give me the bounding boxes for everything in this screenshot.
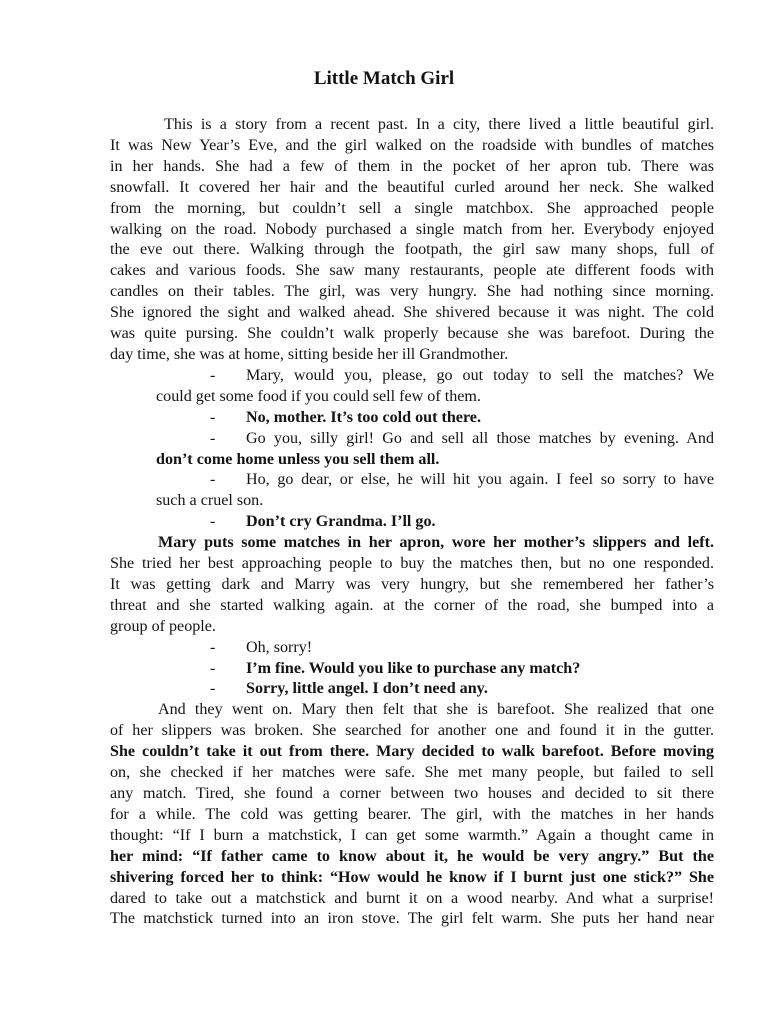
text-line: It was getting dark and Marry was very hungry, but she remembered her father’s [110,575,714,593]
text-line: day time, she was at home, sitting beside her ill Grandmother. [110,345,509,363]
dialogue-text: Ho, go dear, or else, he will hit you again. I feel so sorry to have [246,471,714,489]
dialogue-text: don’t come home unless you sell them all. [156,450,440,468]
dialogue-line [110,659,714,680]
dialogue-continuation: could get some food if you could sell few of them. [156,387,481,405]
text-line [110,533,714,554]
text-line-bold: She couldn’t take it out from there. Mary decided to walk barefoot. Before moving [110,743,714,761]
dialogue-text: Sorry, little angel. I don’t need any. [246,680,488,698]
dialogue-line [110,470,714,491]
dialogue-continuation: such a cruel son. [156,492,264,510]
dialogue-line [110,512,714,533]
dialogue-dash: - [210,366,216,384]
text-line: was quite pursing. She couldn’t walk properly because she was barefoot. During the [110,325,714,343]
dialogue-block-1 [110,366,714,533]
text-line [110,742,714,763]
dialogue-line [110,366,714,387]
text-line: from the morning, but couldn’t sell a single matchbox. She approached people [110,199,714,217]
dialogue-continuation [110,450,714,471]
text-line: threat and she started walking again. at the corner of the road, she bumped into a [110,596,714,614]
paragraph-mary-leaves [110,533,714,638]
dialogue-dash: - [210,513,216,531]
story-body [110,115,714,930]
paragraph-opening [110,115,714,366]
paragraph-barefoot [110,700,714,930]
text-line: any match. Tired, she found a corner between two houses and decided to sit there [110,785,714,802]
dialogue-text: Don’t cry Grandma. I’ll go. [246,513,436,531]
text-line: of her slippers was broken. She searched for another one and found it in the gutter. [110,722,714,740]
dialogue-line [110,679,714,700]
text-line: thought: “If I burn a matchstick, I can get some warmth.” Again a thought came in [110,826,714,844]
text-line: She tried her best approaching people to buy the matches then, but no one responded. [110,555,714,573]
dialogue-line [110,638,714,659]
text-line: The matchstick turned into an iron stove. The girl felt warm. She puts her hand near [110,910,714,928]
text-line: This is a story from a recent past. In a city, there lived a little beautiful girl. [164,116,714,133]
text-line-bold: her mind: “If father came to know about it, he would be very angry.” But the [110,847,714,865]
dialogue-text: No, mother. It’s too cold out there. [246,408,481,426]
dialogue-text: I’m fine. Would you like to purchase any match? [246,659,581,677]
dialogue-text: Oh, sorry! [246,638,313,656]
dialogue-line [110,429,714,450]
text-line: It was New Year’s Eve, and the girl walked on the roadside with bundles of matches [110,136,714,154]
text-line-bold: Mary puts some matches in her apron, wore her mother’s slippers and left. [158,534,714,552]
text-line: cakes and various foods. She saw many restaurants, people ate different foods with [110,262,714,280]
text-line: She ignored the sight and walked ahead. She shivered because it was night. The cold [110,304,714,322]
text-line: in her hands. She had a few of them in the pocket of her apron tub. There was [110,157,714,175]
text-line: for a while. The cold was getting bearer. The girl, with the matches in her hands [110,805,714,823]
text-line [110,847,714,868]
dialogue-dash: - [210,408,216,426]
text-line [110,868,714,889]
dialogue-text: Mary, would you, please, go out today to sell the matches? We [246,366,714,384]
dialogue-dash: - [210,680,216,698]
text-line: the eve out there. Walking through the footpath, the girl saw many shops, full of [110,241,714,259]
text-line: snowfall. It covered her hair and the beautiful curled around her neck. She walked [110,178,714,196]
dialogue-block-2 [110,638,714,701]
text-line: dared to take out a matchstick and burnt it on a wood nearby. And what a surprise! [110,889,714,907]
text-line: group of people. [110,617,216,635]
text-line: And they went on. Mary then felt that she is barefoot. She realized that one [158,701,714,719]
page-title: Little Match Girl [313,68,455,89]
dialogue-dash: - [210,659,216,677]
dialogue-text: Go you, silly girl! Go and sell all those matches by evening. And [246,429,714,447]
dialogue-dash: - [210,638,216,656]
text-line-bold: shivering forced her to think: “How would he know if I burnt just one stick?” She [110,868,714,886]
text-line: on, she checked if her matches were safe. She met many people, but failed to sell [110,764,714,782]
dialogue-dash: - [210,471,216,489]
dialogue-dash: - [210,429,216,447]
text-line: walking on the road. Nobody purchased a single match from her. Everybody enjoyed [110,220,714,238]
dialogue-line [110,408,714,429]
text-line: candles on their tables. The girl, was very hungry. She had nothing since morning. [110,283,714,301]
